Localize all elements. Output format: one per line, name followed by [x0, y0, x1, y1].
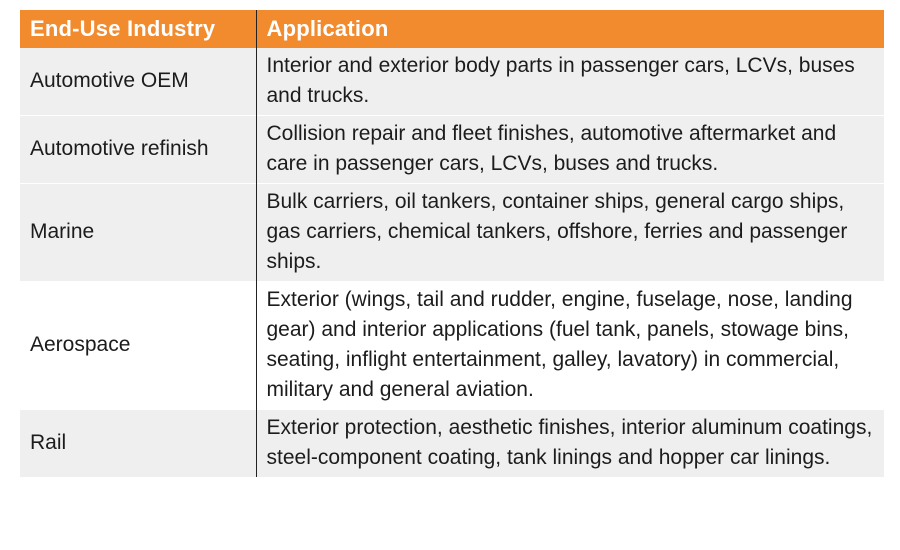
application-cell: Exterior protection, aesthetic finishes, interior aluminum coatings, steel-component coating, tank linings and hopper car linings. [256, 410, 884, 478]
industry-cell: Automotive refinish [20, 116, 256, 184]
table-row [20, 48, 884, 116]
table-header-row [20, 10, 884, 48]
industry-cell: Marine [20, 184, 256, 282]
industry-cell: Aerospace [20, 282, 256, 410]
industry-application-table-container [20, 10, 884, 477]
application-cell: Collision repair and fleet finishes, automotive aftermarket and care in passenger cars, LCVs, buses and trucks. [256, 116, 884, 184]
industry-cell: Automotive OEM [20, 48, 256, 116]
table-row [20, 116, 884, 184]
application-cell: Exterior (wings, tail and rudder, engine, fuselage, nose, landing gear) and interior applications (fuel tank, panels, stowage bins, seating, inflight entertainment, galley, lavatory) in commercial, military and general aviation. [256, 282, 884, 410]
application-cell: Bulk carriers, oil tankers, container ships, general cargo ships, gas carriers, chemical tankers, offshore, ferries and passenger ships. [256, 184, 884, 282]
table-row [20, 282, 884, 410]
header-end-use-industry: End-Use Industry [20, 10, 256, 48]
application-cell: Interior and exterior body parts in passenger cars, LCVs, buses and trucks. [256, 48, 884, 116]
industry-application-table [20, 10, 884, 477]
table-row [20, 184, 884, 282]
header-application: Application [256, 10, 884, 48]
industry-cell: Rail [20, 410, 256, 478]
table-row [20, 410, 884, 478]
